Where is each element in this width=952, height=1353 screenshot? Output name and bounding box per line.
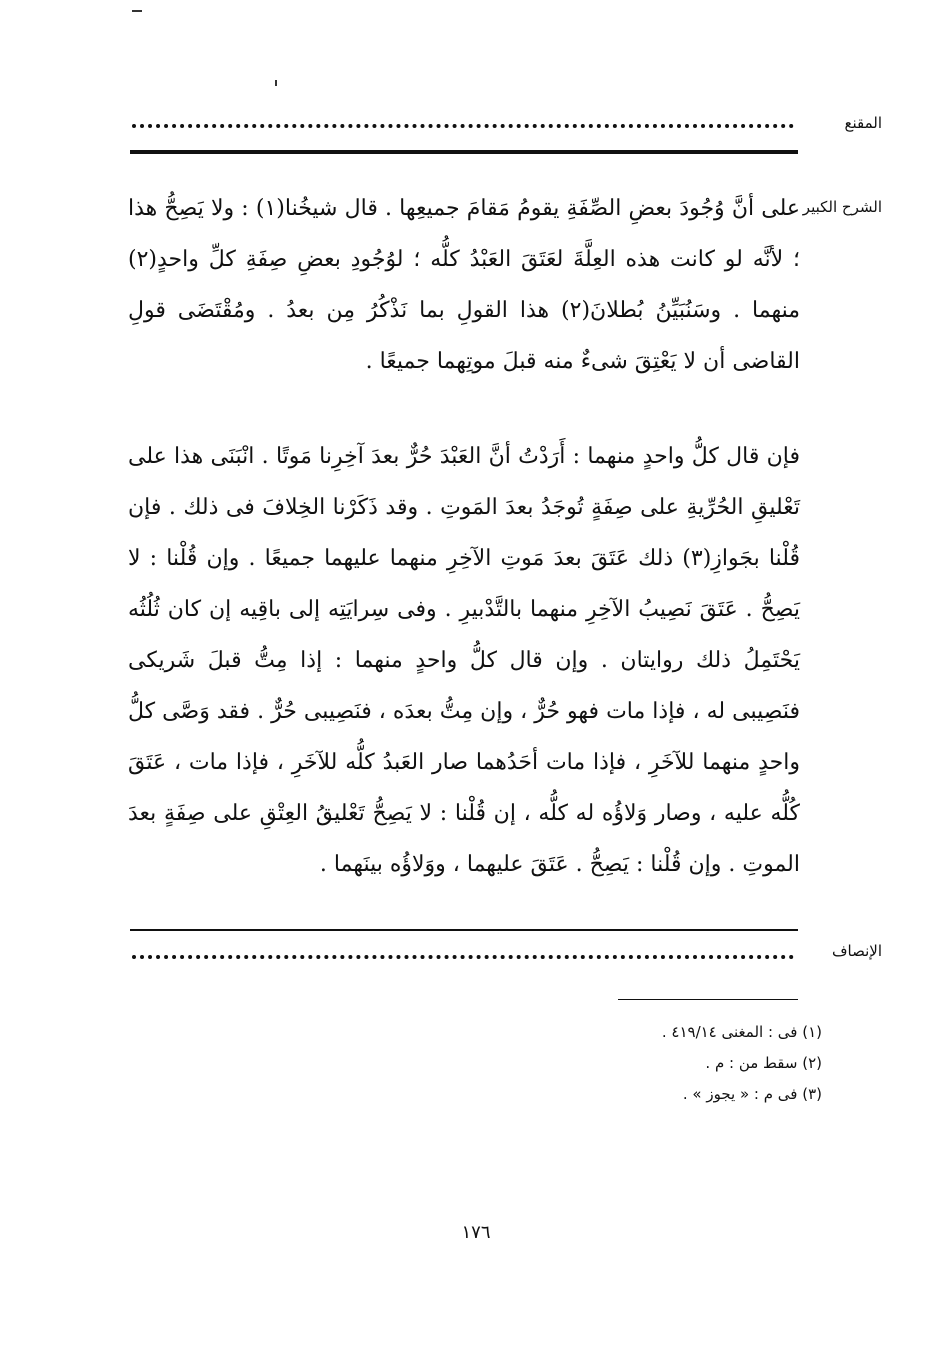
muqni-label: المقنع [844,114,882,132]
main-paragraph: فإن قال كلُّ واحدٍ منهما : أَرَدْتُ أنَّ العَبْدَ حُرٌّ بعدَ آخِرِنا مَوتًا . انْبَنَى هذا على تَعْليقِ الحُرِّيةِ على صِفَةٍ تُوجَدُ بعدَ المَوتِ . وقد ذَكَرْنا الخِلافَ فى ذلك . فإن قُلْنا بجَوازِ(٣) ذلك عَتَقَ بعدَ مَوتِ الآخِرِ منهما عليهما جميعًا . وإن قُلْنا : لا يَصِحُّ . عَتَقَ نَصِيبُ الآخِرِ منهما بالتَّدْبيرِ . وفى سِرايَتِه إلى باقِيه إن كان ثُلُثُه يَحْتَمِلُ ذلك روايتان . وإن قال كلُّ واحدٍ منهما : إذا مِتُّ قبلَ شَريكى فنَصِيبى له ، فإذا مات فهو حُرٌّ ، وإن مِتُّ بعدَه ، فنَصِيبى حُرٌّ . فقد وَصَّى كلُّ واحدٍ منهما للآخَرِ ، فإذا مات أحَدُهما صار العَبدُ كلُّه للآخَرِ ، فإذا مات ، عَتَقَ كُلُّه عليه ، وصار وَلاؤُه له كلُّه ، إن قُلْنا : لا يَصِحُّ تَعْليقُ العِتْقِ على صِفَةٍ بعدَ الموتِ . وإن قُلْنا : يَصِحُّ . عَتَقَ عليهما ، ووَلاؤُه بينَهما . [128,444,800,877]
sharh-paragraph: على أنَّ وُجُودَ بعضِ الصِّفَةِ يقومُ مَقامَ جميعِها . قال شيخُنا(١) : ولا يَصِحُّ هذا ؛ لأنَّه لو كانت هذه العِلَّةَ لعَتَقَ العَبْدُ كلُّه ؛ لوُجُودِ بعضِ صِفَةِ كلِّ واحدٍ(٢) منهما . وسَنُبَيِّنُ بُطلانَ(٢) هذا القولِ بما نَذْكُرُ مِن بعدُ . ومُقْتَضَى قولِ القاضى أن لا يَعْتِقَ شىءٌ منه قبلَ موتِهما جميعًا . [128,196,801,374]
page-number: ١٧٦ [461,1222,491,1243]
insaf-label: الإنصاف [831,942,882,960]
footnotes [422,1017,822,1110]
sharh-label: الشرح الكبير [802,198,882,216]
muqni-dotted-line [132,124,794,128]
insaf-rule [130,929,798,931]
section-divider [130,150,798,154]
scan-mark [132,10,142,12]
footnote-item: (٢) سقط من : م . [705,1054,822,1072]
insaf-dotted-line [132,955,794,959]
scan-mark [275,80,277,86]
footnote-item: (١) فى : المغنى ٤١٩/١٤ . [661,1023,822,1041]
footnote-separator [618,999,798,1000]
footnote-item: (٣) فى م : « يجوز » . [682,1085,822,1103]
